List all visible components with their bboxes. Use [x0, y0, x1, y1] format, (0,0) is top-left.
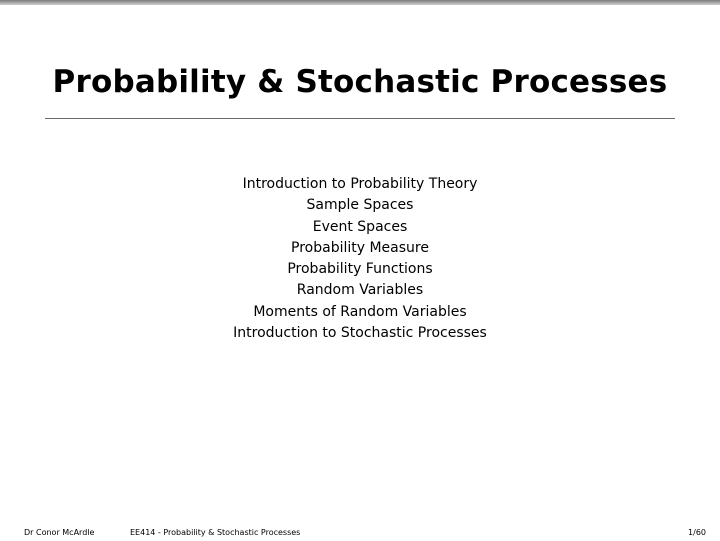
outline-item-intro-probability[interactable]: Introduction to Probability Theory	[242, 176, 478, 192]
slide-title: Probability & Stochastic Processes	[52, 64, 668, 100]
outline-list	[0, 174, 720, 344]
outline-item-probability-functions[interactable]: Probability Functions	[287, 261, 433, 278]
footer-course-title: EE414 - Probability & Stochastic Processes	[130, 528, 301, 537]
page-number: 1/60	[688, 528, 706, 537]
footer-author: Dr Conor McArdle	[24, 528, 95, 537]
title-divider	[45, 118, 675, 119]
outline-item-event-spaces[interactable]: Event Spaces	[312, 218, 408, 235]
header-bar	[0, 0, 720, 5]
outline-item-probability-measure[interactable]: Probability Measure	[291, 239, 429, 256]
outline-item-random-variables[interactable]: Random Variables	[296, 282, 424, 299]
outline-item-sample-spaces[interactable]: Sample Spaces	[306, 197, 414, 214]
outline-item-stochastic-processes[interactable]: Introduction to Stochastic Processes	[233, 325, 487, 342]
footer	[0, 526, 720, 540]
outline-item-moments[interactable]: Moments of Random Variables	[253, 303, 467, 320]
